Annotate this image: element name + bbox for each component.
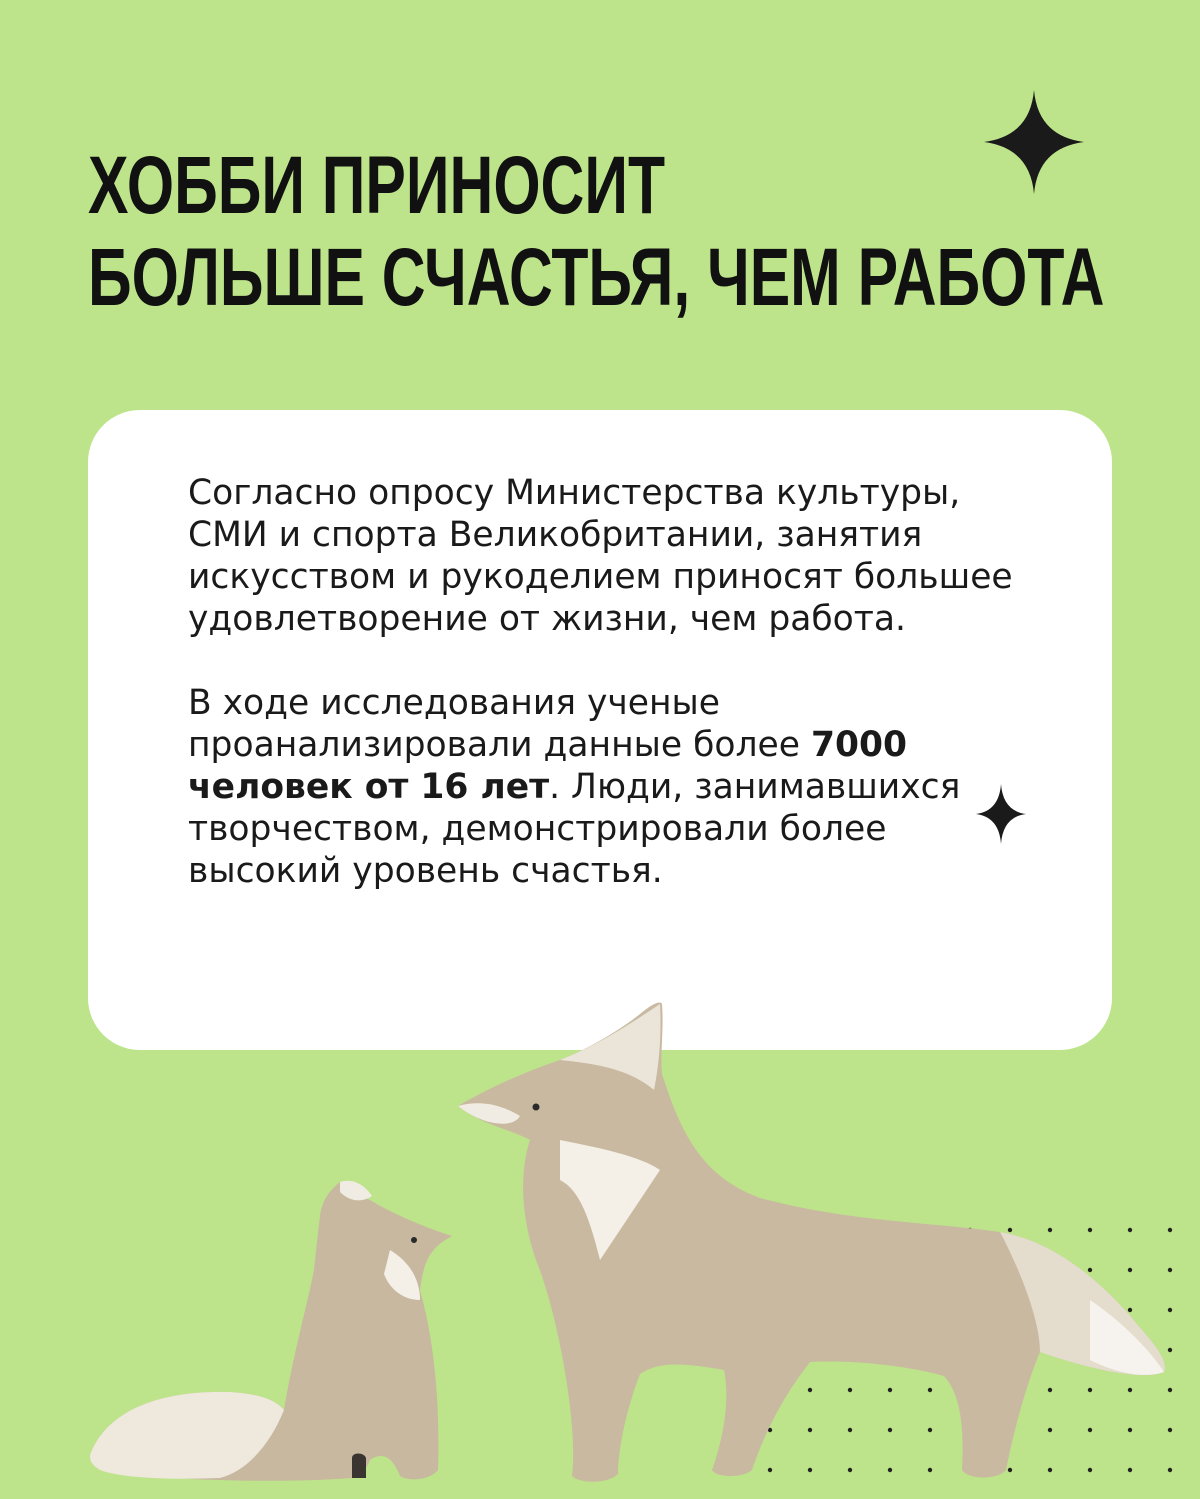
grid-dot bbox=[1168, 1308, 1172, 1312]
grid-dot bbox=[1088, 1388, 1092, 1392]
highlight-statistic: 7000 человек от 16 лет bbox=[188, 725, 907, 807]
grid-dot bbox=[1088, 1228, 1092, 1232]
grid-dot bbox=[1048, 1428, 1052, 1432]
paragraph-2-start: В ходе исследования ученые проанализировали данные более bbox=[188, 683, 811, 765]
wooden-fox-figures bbox=[0, 980, 1200, 1499]
headline-line-2: БОЛЬШЕ СЧАСТЬЯ, ЧЕМ РАБОТА bbox=[88, 232, 1105, 323]
grid-dot bbox=[928, 1428, 932, 1432]
grid-dot bbox=[928, 1388, 932, 1392]
grid-dot bbox=[1008, 1468, 1012, 1472]
grid-dot bbox=[1008, 1228, 1012, 1232]
grid-dot bbox=[1128, 1228, 1132, 1232]
card-text bbox=[188, 472, 1048, 934]
grid-dot bbox=[888, 1388, 892, 1392]
sparkle-icon-large bbox=[984, 90, 1084, 194]
grid-dot bbox=[1048, 1468, 1052, 1472]
grid-dot bbox=[1088, 1428, 1092, 1432]
paragraph-2-end: . Люди, занимавшихся творчеством, демонстрировали более высокий уровень счастья. bbox=[188, 767, 961, 891]
wooden-fox-large bbox=[458, 1002, 1165, 1481]
grid-dot bbox=[1088, 1468, 1092, 1472]
grid-dot bbox=[1128, 1308, 1132, 1312]
grid-dot bbox=[1048, 1228, 1052, 1232]
grid-dot bbox=[1128, 1428, 1132, 1432]
grid-dot bbox=[1168, 1468, 1172, 1472]
grid-dot bbox=[1128, 1468, 1132, 1472]
grid-dot bbox=[1168, 1348, 1172, 1352]
grid-dot bbox=[888, 1468, 892, 1472]
grid-dot bbox=[1168, 1268, 1172, 1272]
grid-dot bbox=[1128, 1388, 1132, 1392]
grid-dot bbox=[1128, 1268, 1132, 1272]
sparkle-icon-small bbox=[976, 784, 1026, 844]
grid-dot bbox=[1168, 1428, 1172, 1432]
paragraph-1: Согласно опросу Министерства культуры, СМИ и спорта Великобритании, занятия искусством и рукоделием приносят большее удовлетворение от жизни, чем работа. bbox=[188, 473, 1013, 639]
grid-dot bbox=[808, 1428, 812, 1432]
grid-dot bbox=[768, 1468, 772, 1472]
headline-line-1: ХОББИ ПРИНОСИТ bbox=[88, 140, 666, 231]
grid-dot bbox=[848, 1428, 852, 1432]
grid-dot bbox=[1048, 1388, 1052, 1392]
grid-dot bbox=[1168, 1388, 1172, 1392]
grid-dot bbox=[808, 1388, 812, 1392]
grid-dot bbox=[848, 1468, 852, 1472]
grid-dot bbox=[1088, 1268, 1092, 1272]
headline bbox=[88, 140, 1104, 324]
wooden-fox-small bbox=[90, 1181, 452, 1481]
grid-dot bbox=[928, 1468, 932, 1472]
grid-dot bbox=[1168, 1228, 1172, 1232]
paragraph-2 bbox=[188, 682, 1048, 892]
grid-dot bbox=[808, 1468, 812, 1472]
grid-dot bbox=[888, 1428, 892, 1432]
grid-dot bbox=[848, 1388, 852, 1392]
